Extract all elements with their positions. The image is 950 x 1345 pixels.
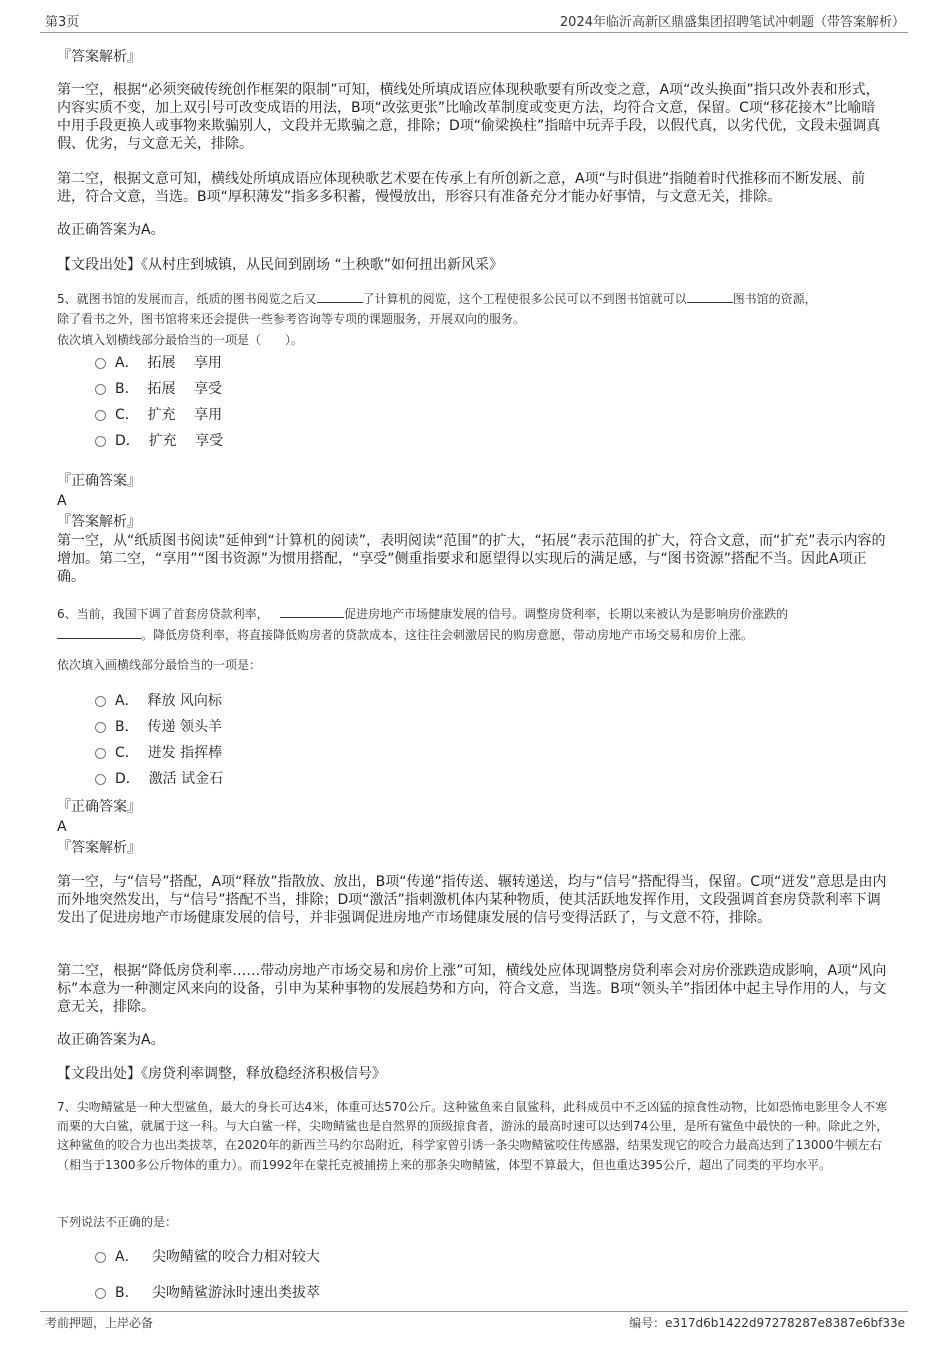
q5-answer-heading: 『正确答案』 xyxy=(57,473,141,489)
q5-stem: 5、就图书馆的发展而言，纸质的图书阅览之后又 了计算机的阅览，这个工程使很多公民可以不到图书馆就可以 图书馆的资源， 除了看书之外，图书馆将来还会提供一些参考咨询等专项的课题服务，开展双向的服务。 xyxy=(57,288,899,329)
q4-conclusion: 故正确答案为A。 xyxy=(57,222,165,238)
radio-icon[interactable] xyxy=(95,358,106,369)
radio-icon[interactable] xyxy=(95,774,106,785)
document-title: 2024年临沂高新区鼎盛集团招聘笔试冲刺题（带答案解析） xyxy=(559,15,905,30)
radio-icon[interactable] xyxy=(95,410,106,421)
page-number: 第3页 xyxy=(45,15,80,30)
q6-analysis-para1: 第一空，与“信号”搭配，A项“释放”指散放、放出，B项“传递”指传送、辗转递送，均与“信号”搭配得当，保留。C项“迸发”意思是由内而外地突然发出，与“信号”搭配不当，排除；D项“激活”指刺激机体内某种物质，使其活跃地发挥作用，文段强调首套房贷款利率下调发出了促进房地产市场健康发展的信号，并非强调促进房地产市场健康发展的信号变得活跃了，与文意不符，排除。 xyxy=(57,874,887,926)
q6-source: 【文段出处】《房贷利率调整，释放稳经济积极信号》 xyxy=(57,1066,386,1082)
q7-option-b[interactable]: B． 尖吻鲭鲨游泳时速出类拔萃 xyxy=(95,1283,320,1303)
q7-prompt: 下列说法不正确的是： xyxy=(57,1215,178,1229)
q5-option-b[interactable]: B． 拓展 享受 xyxy=(95,379,222,399)
q6-analysis-heading: 『答案解析』 xyxy=(57,840,141,856)
q5-answer: A xyxy=(57,493,67,509)
radio-icon[interactable] xyxy=(95,384,106,395)
q6-stem: 6、当前，我国下调了首套房贷款利率， 促进房地产市场健康发展的信号。调整房贷利率，长期以来被认为是影响房价涨跌的 。降低房贷利率，将直接降低购房者的贷款成本，这往往会刺激居民的购房意愿，带动房地产市场交易和房价上涨。 xyxy=(57,603,899,645)
radio-icon[interactable] xyxy=(95,696,106,707)
q4-analysis-heading: 『答案解析』 xyxy=(57,49,141,65)
footer-serial: 编号：e317d6b1422d97278287e8387e6bf33e xyxy=(629,1316,905,1330)
q7-stem: 7、尖吻鲭鲨是一种大型鲨鱼，最大的身长可达4米，体重可达570公斤。这种鲨鱼来自鼠鲨科，此科成员中不乏凶猛的掠食性动物，比如恐怖电影里令人不寒而栗的大白鲨，就属于这一科。与大白鲨一样，尖吻鲭鲨也是自然界的顶级掠食者，游泳的最高时速可以达到74公里，是所有鲨鱼中最快的一种。除此之外，这种鲨鱼的咬合力也出类拔萃，在2020年的新西兰马约尔岛附近，科学家曾引诱一条尖吻鲭鲨咬住传感器，结果发现它的咬合力最高达到了13000牛顿左右（相当于1300多公斤物体的重力）。而1992年在蒙托克被捕捞上来的那条尖吻鲭鲨，体型不算最大，但也重达395公斤，超出了同类的平均水平。 xyxy=(57,1100,889,1172)
radio-icon[interactable] xyxy=(95,436,106,447)
q6-option-a[interactable]: A． 释放 风向标 xyxy=(95,691,222,711)
q6-analysis-para2: 第二空，根据“降低房贷利率……带动房地产市场交易和房价上涨”可知，横线处应体现调整房贷利率会对房价涨跌造成影响，A项“风向标”本意为一种测定风来向的设备，引申为某种事物的发展趋势和方向，符合文意，当选。B项“领头羊”指团体中起主导作用的人，与文意无关，排除。 xyxy=(57,963,887,1015)
q5-option-c[interactable]: C． 扩充 享用 xyxy=(95,405,222,425)
radio-icon[interactable] xyxy=(95,722,106,733)
radio-icon[interactable] xyxy=(95,748,106,759)
q5-option-d[interactable]: D． 扩充 享受 xyxy=(95,431,223,451)
q4-analysis-para2: 第二空，根据文意可知，横线处所填成语应体现秧歌艺术要在传承上有所创新之意，A项“与时俱进”指随着时代推移而不断发展、前进，符合文意，当选。B项“厚积薄发”指多多积蓄，慢慢放出，形容只有准备充分才能办好事情，与文意无关，排除。 xyxy=(57,171,866,205)
q6-conclusion: 故正确答案为A。 xyxy=(57,1032,165,1048)
radio-icon[interactable] xyxy=(95,1252,106,1263)
footer-slogan: 考前押题，上岸必备 xyxy=(45,1316,154,1330)
footer-divider xyxy=(40,1311,908,1312)
q5-analysis: 第一空，从“纸质图书阅读”延伸到“计算机的阅读”，表明阅读“范围”的扩大，“拓展”表示范围的扩大，符合文意，而“扩充”表示内容的增加。第二空，“享用”“图书资源”为惯用搭配，“享受”侧重指要求和愿望得以实现后的满足感，与“图书资源”搭配不当。因此A项正确。 xyxy=(57,533,886,585)
q7-option-a[interactable]: A． 尖吻鲭鲨的咬合力相对较大 xyxy=(95,1247,320,1267)
q4-source: 【文段出处】《从村庄到城镇，从民间到剧场 “土秧歌”如何扭出新风采》 xyxy=(57,257,503,273)
q4-analysis-para1: 第一空，根据“必须突破传统创作框架的限制”可知，横线处所填成语应体现秧歌要有所改变之意，A项“改头换面”指只改外表和形式，内容实质不变，加上双引号可改变成语的用法，B项“改弦更张”比喻改革制度或变更方法，均符合文意，保留。C项“移花接木”比喻暗中用手段更换人或事物来欺骗别人，文段并无欺骗之意，排除；D项“偷梁换柱”指暗中玩弄手段，以假代真，以劣代优，文段未强调真假、优劣，与文意无关，排除。 xyxy=(57,82,881,152)
q6-option-b[interactable]: B． 传递 领头羊 xyxy=(95,717,222,737)
q5-prompt: 依次填入划横线部分最恰当的一项是（ ）。 xyxy=(57,333,304,347)
q6-prompt: 依次填入画横线部分最恰当的一项是： xyxy=(57,658,262,672)
radio-icon[interactable] xyxy=(95,1288,106,1299)
q6-answer: A xyxy=(57,819,67,835)
header-divider xyxy=(40,32,908,33)
q5-analysis-heading: 『答案解析』 xyxy=(57,514,141,530)
q6-option-c[interactable]: C． 迸发 指挥棒 xyxy=(95,743,222,763)
q5-option-a[interactable]: A． 拓展 享用 xyxy=(95,353,222,373)
q6-answer-heading: 『正确答案』 xyxy=(57,799,141,815)
q6-option-d[interactable]: D． 激活 试金石 xyxy=(95,769,223,789)
